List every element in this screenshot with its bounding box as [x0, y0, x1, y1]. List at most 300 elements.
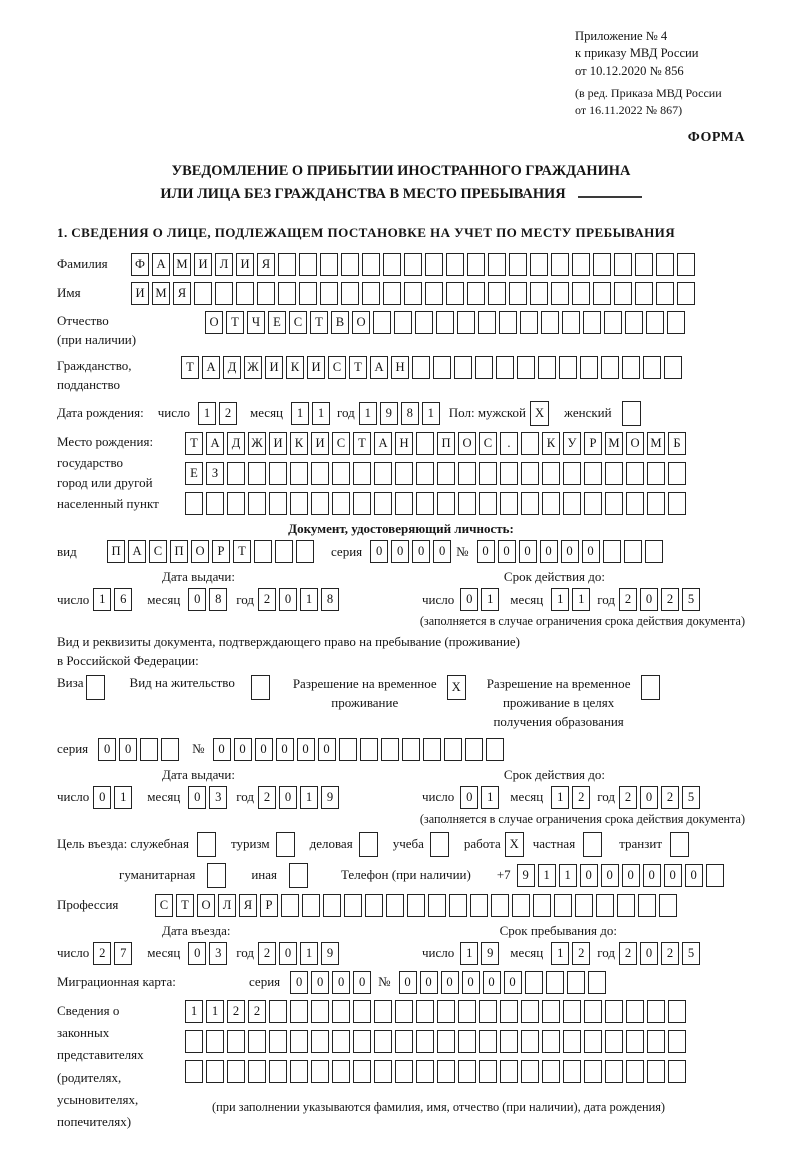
purpose-humanitarian-checkbox[interactable] [207, 863, 226, 888]
char-cell[interactable]: 9 [380, 402, 398, 425]
char-cell[interactable] [533, 894, 551, 917]
char-cell[interactable] [457, 311, 475, 334]
char-cell[interactable] [353, 1060, 371, 1083]
char-cell[interactable] [446, 282, 464, 305]
char-cell[interactable]: Т [310, 311, 328, 334]
char-cell[interactable]: 2 [619, 588, 637, 611]
char-cell[interactable]: 0 [433, 540, 451, 563]
char-cell[interactable]: 8 [321, 588, 339, 611]
char-cell[interactable] [521, 1000, 539, 1023]
char-cell[interactable] [479, 1030, 497, 1053]
char-cell[interactable] [509, 282, 527, 305]
char-cell[interactable]: 3 [209, 786, 227, 809]
char-cell[interactable] [185, 1030, 203, 1053]
char-cell[interactable] [604, 311, 622, 334]
char-cell[interactable]: Т [176, 894, 194, 917]
char-cell[interactable] [584, 462, 602, 485]
char-cell[interactable] [290, 462, 308, 485]
char-cell[interactable] [437, 462, 455, 485]
char-cell[interactable] [542, 1060, 560, 1083]
char-cell[interactable] [677, 253, 695, 276]
char-cell[interactable] [373, 311, 391, 334]
visa-checkbox[interactable] [86, 675, 105, 700]
char-cell[interactable] [562, 311, 580, 334]
char-cell[interactable]: П [437, 432, 455, 455]
char-cell[interactable] [344, 894, 362, 917]
char-cell[interactable] [668, 1060, 686, 1083]
char-cell[interactable] [605, 1060, 623, 1083]
char-cell[interactable] [275, 540, 293, 563]
char-cell[interactable] [311, 1060, 329, 1083]
char-cell[interactable] [437, 492, 455, 515]
char-cell[interactable] [416, 1000, 434, 1023]
temp-residence-edu-checkbox[interactable] [641, 675, 660, 700]
char-cell[interactable]: Я [257, 253, 275, 276]
char-cell[interactable] [664, 356, 682, 379]
char-cell[interactable]: М [605, 432, 623, 455]
char-cell[interactable]: 0 [580, 864, 598, 887]
char-cell[interactable] [437, 1030, 455, 1053]
char-cell[interactable] [668, 492, 686, 515]
char-cell[interactable]: 2 [219, 402, 237, 425]
char-cell[interactable]: 0 [290, 971, 308, 994]
char-cell[interactable] [479, 1060, 497, 1083]
char-cell[interactable]: 2 [572, 786, 590, 809]
char-cell[interactable] [530, 253, 548, 276]
char-cell[interactable]: 0 [640, 942, 658, 965]
char-cell[interactable]: 1 [481, 786, 499, 809]
char-cell[interactable]: 2 [258, 588, 276, 611]
char-cell[interactable]: . [500, 432, 518, 455]
char-cell[interactable]: 9 [321, 786, 339, 809]
char-cell[interactable]: 2 [619, 786, 637, 809]
char-cell[interactable]: Я [239, 894, 257, 917]
char-cell[interactable]: 0 [370, 540, 388, 563]
char-cell[interactable]: 1 [538, 864, 556, 887]
char-cell[interactable] [626, 1030, 644, 1053]
char-cell[interactable] [269, 1000, 287, 1023]
char-cell[interactable]: 0 [460, 786, 478, 809]
char-cell[interactable] [542, 1030, 560, 1053]
char-cell[interactable] [395, 462, 413, 485]
char-cell[interactable] [521, 462, 539, 485]
char-cell[interactable] [659, 894, 677, 917]
purpose-business-checkbox[interactable] [359, 832, 378, 857]
char-cell[interactable]: 0 [399, 971, 417, 994]
char-cell[interactable]: А [202, 356, 220, 379]
char-cell[interactable] [575, 894, 593, 917]
char-cell[interactable]: Р [212, 540, 230, 563]
char-cell[interactable]: 0 [311, 971, 329, 994]
char-cell[interactable]: 5 [682, 786, 700, 809]
char-cell[interactable]: 0 [119, 738, 137, 761]
char-cell[interactable] [395, 1000, 413, 1023]
char-cell[interactable] [635, 282, 653, 305]
char-cell[interactable] [572, 253, 590, 276]
char-cell[interactable] [206, 1030, 224, 1053]
char-cell[interactable] [706, 864, 724, 887]
char-cell[interactable] [227, 462, 245, 485]
char-cell[interactable]: 2 [227, 1000, 245, 1023]
char-cell[interactable]: Т [185, 432, 203, 455]
char-cell[interactable] [479, 492, 497, 515]
sex-male-checkbox[interactable]: X [530, 401, 549, 426]
char-cell[interactable]: 0 [188, 942, 206, 965]
char-cell[interactable]: 9 [481, 942, 499, 965]
char-cell[interactable] [185, 1060, 203, 1083]
char-cell[interactable] [360, 738, 378, 761]
char-cell[interactable] [656, 253, 674, 276]
char-cell[interactable] [290, 1000, 308, 1023]
char-cell[interactable] [605, 492, 623, 515]
char-cell[interactable]: И [307, 356, 325, 379]
char-cell[interactable] [593, 282, 611, 305]
char-cell[interactable] [374, 1000, 392, 1023]
char-cell[interactable] [362, 282, 380, 305]
char-cell[interactable]: 1 [559, 864, 577, 887]
char-cell[interactable]: Е [268, 311, 286, 334]
char-cell[interactable] [638, 894, 656, 917]
char-cell[interactable]: 0 [540, 540, 558, 563]
char-cell[interactable]: 1 [198, 402, 216, 425]
char-cell[interactable] [646, 311, 664, 334]
char-cell[interactable]: 0 [188, 588, 206, 611]
char-cell[interactable] [206, 1060, 224, 1083]
char-cell[interactable] [227, 492, 245, 515]
char-cell[interactable]: И [311, 432, 329, 455]
char-cell[interactable] [500, 492, 518, 515]
char-cell[interactable] [491, 894, 509, 917]
char-cell[interactable]: 1 [359, 402, 377, 425]
char-cell[interactable] [269, 462, 287, 485]
char-cell[interactable]: Н [391, 356, 409, 379]
char-cell[interactable] [584, 1000, 602, 1023]
char-cell[interactable] [559, 356, 577, 379]
char-cell[interactable] [299, 282, 317, 305]
char-cell[interactable] [302, 894, 320, 917]
char-cell[interactable] [257, 282, 275, 305]
char-cell[interactable] [541, 311, 559, 334]
char-cell[interactable] [236, 282, 254, 305]
char-cell[interactable] [530, 282, 548, 305]
char-cell[interactable] [467, 282, 485, 305]
char-cell[interactable] [437, 1060, 455, 1083]
char-cell[interactable]: Е [185, 462, 203, 485]
char-cell[interactable] [332, 1060, 350, 1083]
char-cell[interactable]: 3 [209, 942, 227, 965]
char-cell[interactable]: 2 [619, 942, 637, 965]
char-cell[interactable] [415, 311, 433, 334]
char-cell[interactable] [520, 311, 538, 334]
char-cell[interactable] [332, 492, 350, 515]
char-cell[interactable]: А [206, 432, 224, 455]
char-cell[interactable] [290, 1030, 308, 1053]
char-cell[interactable]: 0 [98, 738, 116, 761]
char-cell[interactable] [227, 1030, 245, 1053]
char-cell[interactable]: Я [173, 282, 191, 305]
char-cell[interactable] [509, 253, 527, 276]
char-cell[interactable]: 8 [401, 402, 419, 425]
char-cell[interactable]: О [458, 432, 476, 455]
char-cell[interactable]: 2 [661, 942, 679, 965]
char-cell[interactable] [386, 894, 404, 917]
char-cell[interactable] [423, 738, 441, 761]
char-cell[interactable]: И [269, 432, 287, 455]
char-cell[interactable] [626, 492, 644, 515]
char-cell[interactable] [458, 492, 476, 515]
char-cell[interactable]: Ж [248, 432, 266, 455]
char-cell[interactable] [583, 311, 601, 334]
char-cell[interactable] [458, 1000, 476, 1023]
char-cell[interactable] [412, 356, 430, 379]
char-cell[interactable] [479, 1000, 497, 1023]
char-cell[interactable] [449, 894, 467, 917]
char-cell[interactable]: М [647, 432, 665, 455]
char-cell[interactable] [402, 738, 420, 761]
char-cell[interactable] [635, 253, 653, 276]
char-cell[interactable]: 0 [279, 942, 297, 965]
char-cell[interactable] [668, 462, 686, 485]
char-cell[interactable] [341, 253, 359, 276]
char-cell[interactable] [458, 462, 476, 485]
char-cell[interactable]: 0 [498, 540, 516, 563]
char-cell[interactable] [500, 1030, 518, 1053]
char-cell[interactable] [521, 492, 539, 515]
char-cell[interactable] [416, 432, 434, 455]
char-cell[interactable] [227, 1060, 245, 1083]
char-cell[interactable]: С [149, 540, 167, 563]
char-cell[interactable] [332, 1000, 350, 1023]
char-cell[interactable]: 2 [258, 942, 276, 965]
purpose-study-checkbox[interactable] [430, 832, 449, 857]
char-cell[interactable]: Т [233, 540, 251, 563]
char-cell[interactable] [374, 462, 392, 485]
char-cell[interactable]: К [542, 432, 560, 455]
char-cell[interactable] [488, 253, 506, 276]
char-cell[interactable]: А [128, 540, 146, 563]
char-cell[interactable] [488, 282, 506, 305]
char-cell[interactable] [444, 738, 462, 761]
char-cell[interactable] [299, 253, 317, 276]
char-cell[interactable]: 0 [93, 786, 111, 809]
char-cell[interactable] [311, 1030, 329, 1053]
char-cell[interactable] [353, 462, 371, 485]
char-cell[interactable] [416, 462, 434, 485]
char-cell[interactable]: 0 [234, 738, 252, 761]
char-cell[interactable]: 0 [353, 971, 371, 994]
char-cell[interactable]: Т [353, 432, 371, 455]
char-cell[interactable]: 0 [276, 738, 294, 761]
char-cell[interactable] [563, 1030, 581, 1053]
char-cell[interactable] [269, 492, 287, 515]
char-cell[interactable]: 0 [664, 864, 682, 887]
char-cell[interactable]: 2 [661, 588, 679, 611]
char-cell[interactable]: 1 [300, 588, 318, 611]
char-cell[interactable] [215, 282, 233, 305]
char-cell[interactable]: Б [668, 432, 686, 455]
char-cell[interactable] [656, 282, 674, 305]
char-cell[interactable]: Ж [244, 356, 262, 379]
char-cell[interactable]: 0 [279, 786, 297, 809]
purpose-official-checkbox[interactable] [197, 832, 216, 857]
char-cell[interactable] [416, 1060, 434, 1083]
char-cell[interactable]: 1 [572, 588, 590, 611]
char-cell[interactable] [614, 282, 632, 305]
char-cell[interactable]: М [152, 282, 170, 305]
char-cell[interactable]: В [331, 311, 349, 334]
char-cell[interactable]: 0 [213, 738, 231, 761]
char-cell[interactable] [478, 311, 496, 334]
char-cell[interactable]: 0 [685, 864, 703, 887]
char-cell[interactable] [290, 1060, 308, 1083]
char-cell[interactable]: У [563, 432, 581, 455]
char-cell[interactable] [626, 462, 644, 485]
purpose-transit-checkbox[interactable] [670, 832, 689, 857]
char-cell[interactable]: К [290, 432, 308, 455]
char-cell[interactable] [465, 738, 483, 761]
char-cell[interactable]: Ч [247, 311, 265, 334]
char-cell[interactable] [563, 1000, 581, 1023]
char-cell[interactable]: П [170, 540, 188, 563]
char-cell[interactable] [446, 253, 464, 276]
char-cell[interactable] [538, 356, 556, 379]
char-cell[interactable] [353, 492, 371, 515]
char-cell[interactable] [353, 1000, 371, 1023]
char-cell[interactable]: Т [349, 356, 367, 379]
char-cell[interactable] [311, 462, 329, 485]
char-cell[interactable] [542, 462, 560, 485]
char-cell[interactable] [454, 356, 472, 379]
char-cell[interactable] [668, 1030, 686, 1053]
char-cell[interactable]: 0 [332, 971, 350, 994]
char-cell[interactable] [374, 1060, 392, 1083]
char-cell[interactable] [323, 894, 341, 917]
char-cell[interactable] [404, 282, 422, 305]
char-cell[interactable] [614, 253, 632, 276]
char-cell[interactable]: Т [226, 311, 244, 334]
char-cell[interactable] [572, 282, 590, 305]
char-cell[interactable]: А [152, 253, 170, 276]
char-cell[interactable]: Д [227, 432, 245, 455]
char-cell[interactable] [625, 311, 643, 334]
char-cell[interactable] [542, 492, 560, 515]
char-cell[interactable] [521, 432, 539, 455]
char-cell[interactable]: 0 [460, 588, 478, 611]
char-cell[interactable] [416, 492, 434, 515]
char-cell[interactable] [425, 282, 443, 305]
char-cell[interactable] [194, 282, 212, 305]
char-cell[interactable] [332, 462, 350, 485]
char-cell[interactable] [248, 492, 266, 515]
char-cell[interactable]: Д [223, 356, 241, 379]
char-cell[interactable]: О [205, 311, 223, 334]
char-cell[interactable] [281, 894, 299, 917]
char-cell[interactable] [395, 1060, 413, 1083]
char-cell[interactable] [407, 894, 425, 917]
char-cell[interactable] [362, 253, 380, 276]
char-cell[interactable] [647, 1000, 665, 1023]
char-cell[interactable] [546, 971, 564, 994]
char-cell[interactable] [517, 356, 535, 379]
char-cell[interactable] [512, 894, 530, 917]
char-cell[interactable] [383, 253, 401, 276]
char-cell[interactable] [269, 1060, 287, 1083]
char-cell[interactable]: 0 [561, 540, 579, 563]
char-cell[interactable] [500, 1000, 518, 1023]
char-cell[interactable]: И [194, 253, 212, 276]
char-cell[interactable] [668, 1000, 686, 1023]
char-cell[interactable]: 9 [517, 864, 535, 887]
char-cell[interactable]: 0 [297, 738, 315, 761]
char-cell[interactable]: 6 [114, 588, 132, 611]
char-cell[interactable]: 0 [391, 540, 409, 563]
char-cell[interactable]: 1 [185, 1000, 203, 1023]
char-cell[interactable] [278, 282, 296, 305]
char-cell[interactable]: Л [215, 253, 233, 276]
char-cell[interactable]: 0 [188, 786, 206, 809]
char-cell[interactable]: 0 [519, 540, 537, 563]
char-cell[interactable] [593, 253, 611, 276]
char-cell[interactable] [248, 1060, 266, 1083]
char-cell[interactable]: С [479, 432, 497, 455]
char-cell[interactable] [525, 971, 543, 994]
char-cell[interactable]: Р [260, 894, 278, 917]
char-cell[interactable]: 1 [551, 588, 569, 611]
char-cell[interactable] [320, 253, 338, 276]
purpose-tourism-checkbox[interactable] [276, 832, 295, 857]
char-cell[interactable]: С [155, 894, 173, 917]
char-cell[interactable]: 0 [441, 971, 459, 994]
char-cell[interactable] [580, 356, 598, 379]
char-cell[interactable] [470, 894, 488, 917]
char-cell[interactable]: 1 [551, 942, 569, 965]
char-cell[interactable]: С [332, 432, 350, 455]
char-cell[interactable]: Ф [131, 253, 149, 276]
char-cell[interactable] [499, 311, 517, 334]
char-cell[interactable]: О [352, 311, 370, 334]
char-cell[interactable] [500, 462, 518, 485]
char-cell[interactable] [467, 253, 485, 276]
char-cell[interactable] [339, 738, 357, 761]
purpose-work-checkbox[interactable]: X [505, 832, 524, 857]
char-cell[interactable] [563, 1060, 581, 1083]
sex-female-checkbox[interactable] [622, 401, 641, 426]
char-cell[interactable]: 0 [622, 864, 640, 887]
char-cell[interactable] [605, 462, 623, 485]
char-cell[interactable] [458, 1060, 476, 1083]
char-cell[interactable] [551, 253, 569, 276]
char-cell[interactable] [353, 1030, 371, 1053]
char-cell[interactable]: 0 [279, 588, 297, 611]
char-cell[interactable] [433, 356, 451, 379]
char-cell[interactable] [311, 492, 329, 515]
char-cell[interactable]: И [131, 282, 149, 305]
char-cell[interactable] [290, 492, 308, 515]
char-cell[interactable]: З [206, 462, 224, 485]
char-cell[interactable] [394, 311, 412, 334]
char-cell[interactable]: 0 [483, 971, 501, 994]
char-cell[interactable] [185, 492, 203, 515]
char-cell[interactable] [622, 356, 640, 379]
char-cell[interactable]: 0 [420, 971, 438, 994]
char-cell[interactable]: К [286, 356, 304, 379]
char-cell[interactable] [365, 894, 383, 917]
char-cell[interactable] [645, 540, 663, 563]
char-cell[interactable] [643, 356, 661, 379]
char-cell[interactable] [521, 1030, 539, 1053]
char-cell[interactable]: 0 [412, 540, 430, 563]
char-cell[interactable]: 2 [572, 942, 590, 965]
